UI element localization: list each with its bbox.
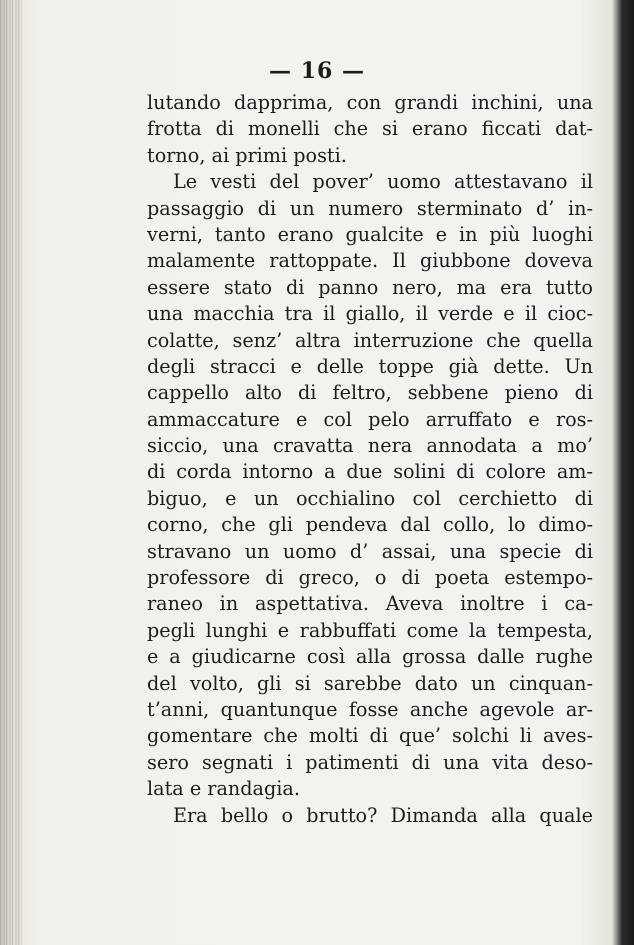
text-line: corno, che gli pendeva dal collo, lo dimo- — [147, 513, 593, 537]
page-binding-edge — [0, 0, 22, 945]
paragraph-start-line: Era bello o brutto? Dimanda alla quale — [173, 803, 593, 827]
text-line: t’anni, quantunque fosse anche agevole ar- — [147, 697, 593, 721]
page-number: — 16 — — [269, 58, 365, 84]
text-line: biguo, e un occhialino col cerchietto di — [147, 486, 593, 510]
text-line: di corda intorno a due solini di colore am- — [147, 460, 593, 484]
text-line: stravano un uomo d’ assai, una specie di — [147, 539, 593, 563]
paragraph-start-line: Le vesti del pover’ uomo attestavano il — [173, 170, 593, 194]
text-line: gomentare che molti di que’ solchi li aves- — [147, 724, 593, 748]
body-text — [147, 90, 593, 829]
text-line: del volto, gli si sarebbe dato un cinquan- — [147, 671, 593, 695]
text-line: torno, ai primi posti. — [147, 143, 347, 167]
text-line: professore di greco, o di poeta estempo- — [147, 566, 593, 590]
text-line: passaggio di un numero sterminato d’ in- — [147, 196, 593, 220]
text-line: colatte, senz’ altra interruzione che quella — [147, 328, 593, 352]
text-line: una macchia tra il giallo, il verde e il cioc- — [147, 302, 593, 326]
text-line: siccio, una cravatta nera annodata a mo’ — [147, 434, 593, 458]
text-line: raneo in aspettativa. Aveva inoltre i ca- — [147, 592, 593, 616]
text-line: lutando dapprima, con grandi inchini, una — [147, 91, 593, 114]
text-line: lata e randagia. — [147, 777, 300, 801]
text-line: frotta di monelli che si erano ficcati dat- — [147, 117, 593, 141]
text-line: malamente rattoppate. Il giubbone doveva — [147, 249, 593, 273]
text-line: degli stracci e delle toppe già dette. Un — [147, 354, 593, 378]
text-line: pegli lunghi e rabbuffati come la tempesta, — [147, 618, 593, 642]
text-line: e a giudicarne così alla grossa dalle rughe — [147, 645, 593, 669]
text-line: cappello alto di feltro, sebbene pieno di — [147, 381, 593, 405]
text-line: ammaccature e col pelo arruffato e ros- — [147, 407, 593, 431]
text-line: essere stato di panno nero, ma era tutto — [147, 275, 593, 299]
text-line: sero segnati i patimenti di una vita deso- — [147, 750, 593, 774]
text-line: verni, tanto erano gualcite e in più luoghi — [147, 222, 593, 246]
